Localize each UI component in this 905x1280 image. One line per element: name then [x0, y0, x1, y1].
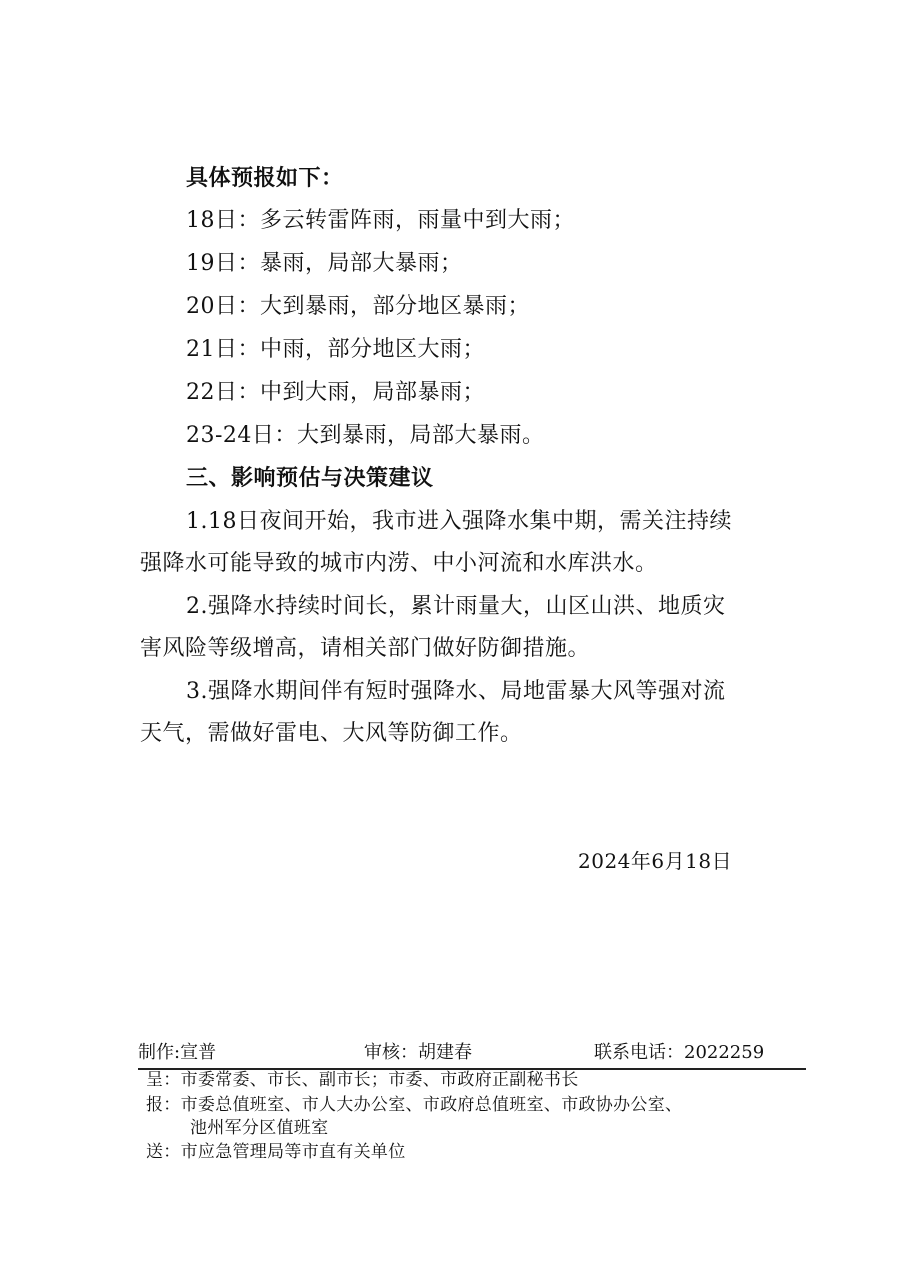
- recommendation-2-line2: 害风险等级增高，请相关部门做好防御措施。: [140, 636, 591, 661]
- producer: 制作:宣普: [138, 1042, 217, 1063]
- forecast-day-label: 22日：: [186, 380, 260, 405]
- forecast-day-label: 19日：: [186, 251, 260, 276]
- forecast-day-text: 中雨，部分地区大雨；: [260, 337, 486, 362]
- recommendation-2-line1: 2.强降水持续时间长，累计雨量大，山区山洪、地质灾: [186, 594, 726, 619]
- contact-phone: 联系电话：2022259: [594, 1042, 765, 1063]
- forecast-day-text: 大到暴雨，部分地区暴雨；: [260, 294, 531, 319]
- distribution-bao-line2: 池州军分区值班室: [190, 1118, 329, 1138]
- forecast-day-23-24: [186, 421, 544, 451]
- forecast-day-21: [186, 335, 485, 365]
- recommendation-1-line1: 1.18日夜间开始，我市进入强降水集中期，需关注持续: [186, 509, 732, 534]
- issue-date: 2024年6月18日: [578, 849, 733, 873]
- forecast-day-18: [186, 206, 575, 236]
- signature-row: [138, 1039, 770, 1067]
- forecast-heading: 具体预报如下：: [186, 166, 344, 191]
- recommendation-3-line1: 3.强降水期间伴有短时强降水、局地雷暴大风等强对流: [186, 679, 726, 704]
- reviewer: 审核：胡建春: [364, 1042, 472, 1063]
- forecast-day-text: 大到暴雨，局部大暴雨。: [296, 423, 545, 448]
- recommendation-3-line2: 天气，需做好雷电、大风等防御工作。: [140, 721, 523, 746]
- distribution-bao-line1: 报：市委总值班室、市人大办公室、市政府总值班室、市政协办公室、: [146, 1095, 683, 1115]
- distribution-cheng: 呈：市委常委、市长、副市长；市委、市政府正副秘书长: [146, 1070, 579, 1090]
- section-heading: 三、影响预估与决策建议: [186, 466, 434, 491]
- forecast-day-19: [186, 249, 463, 279]
- forecast-day-label: 23-24日：: [186, 423, 297, 448]
- distribution-song: 送：市应急管理局等市直有关单位: [146, 1142, 406, 1162]
- forecast-day-20: [186, 292, 530, 322]
- forecast-day-label: 20日：: [186, 294, 260, 319]
- forecast-day-text: 暴雨，局部大暴雨；: [260, 251, 463, 276]
- forecast-day-22: [186, 378, 485, 408]
- recommendation-1-line2: 强降水可能导致的城市内涝、中小河流和水库洪水。: [140, 551, 658, 576]
- forecast-day-text: 中到大雨，局部暴雨；: [260, 380, 486, 405]
- forecast-day-label: 18日：: [186, 208, 260, 233]
- forecast-day-text: 多云转雷阵雨，雨量中到大雨；: [260, 208, 576, 233]
- forecast-day-label: 21日：: [186, 337, 260, 362]
